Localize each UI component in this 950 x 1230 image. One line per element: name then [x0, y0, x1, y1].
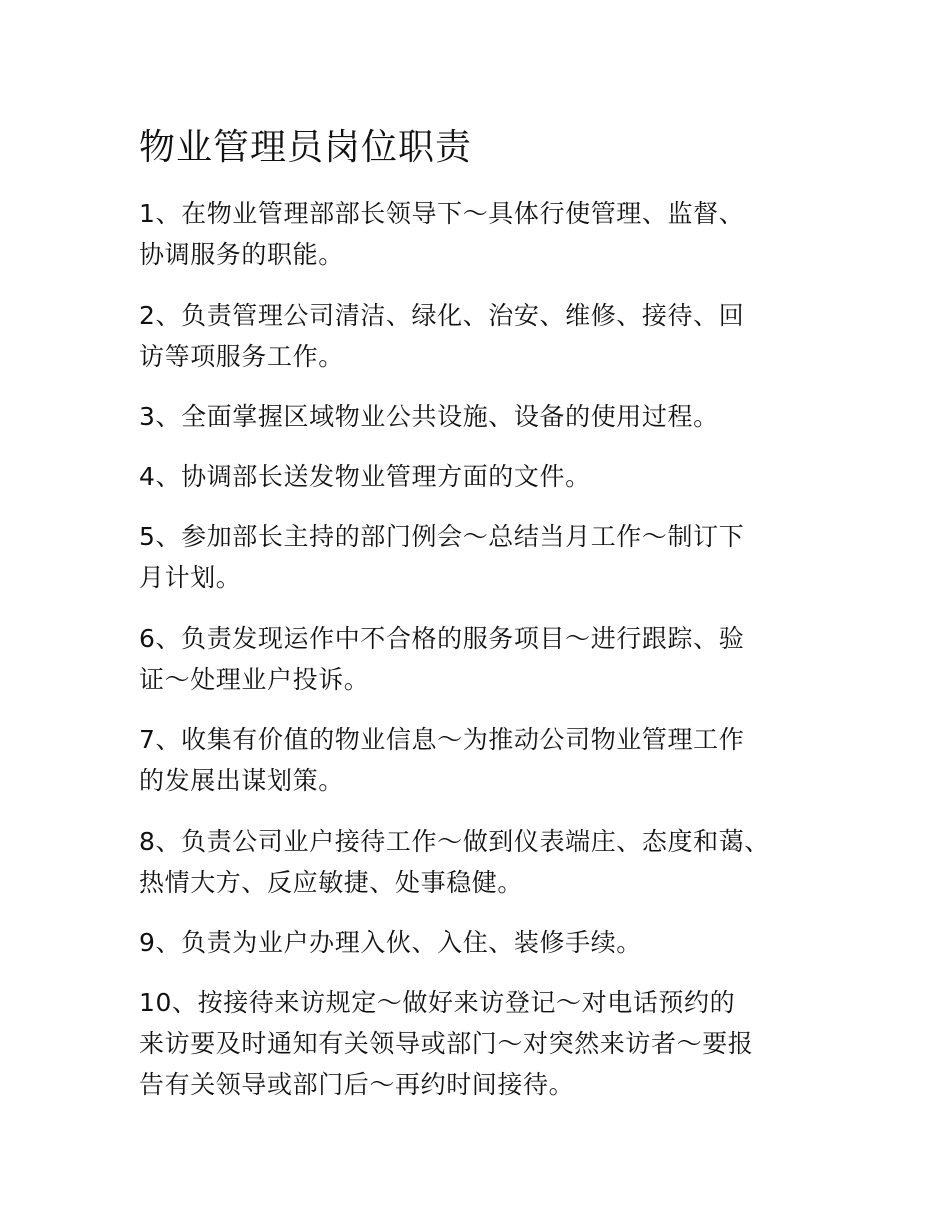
duty-item-line: 2、负责管理公司清洁、绿化、治安、维修、接待、回	[139, 301, 745, 330]
duty-item-line: 的发展出谋划策。	[139, 766, 344, 795]
duty-item-line: 6、负责发现运作中不合格的服务项目～进行跟踪、验	[139, 624, 745, 653]
duty-item-7	[139, 719, 829, 801]
duty-item-10	[139, 982, 829, 1105]
duty-item-line: 1、在物业管理部部长领导下～具体行使管理、监督、	[139, 199, 745, 228]
duty-item-line: 9、负责为业户办理入伙、入住、装修手续。	[139, 928, 642, 957]
duty-item-4	[139, 456, 829, 497]
document-title: 物业管理员岗位职责	[139, 127, 473, 168]
duty-item-line: 来访要及时通知有关领导或部门～对突然来访者～要报	[139, 1029, 754, 1058]
duty-item-line: 4、协调部长送发物业管理方面的文件。	[139, 462, 591, 491]
duty-item-2	[139, 295, 829, 377]
duty-item-line: 3、全面掌握区域物业公共设施、设备的使用过程。	[139, 402, 719, 431]
duty-item-line: 协调服务的职能。	[139, 240, 344, 269]
duty-item-line: 证～处理业户投诉。	[139, 665, 370, 694]
duty-item-line: 访等项服务工作。	[139, 342, 344, 371]
duty-item-8	[139, 821, 829, 903]
duty-item-line: 热情大方、反应敏捷、处事稳健。	[139, 868, 524, 897]
duty-item-5	[139, 516, 829, 598]
duty-item-3	[139, 396, 829, 437]
duty-item-line: 月计划。	[139, 563, 242, 592]
duty-item-line: 7、收集有价值的物业信息～为推动公司物业管理工作	[139, 725, 745, 754]
duty-item-line: 8、负责公司业户接待工作～做到仪表端庄、态度和蔼、	[139, 827, 770, 856]
duty-item-6	[139, 618, 829, 700]
duty-item-line: 告有关领导或部门后～再约时间接待。	[139, 1070, 575, 1099]
duty-item-1	[139, 193, 829, 275]
duty-item-line: 10、按接待来访规定～做好来访登记～对电话预约的	[139, 988, 736, 1017]
duty-item-9	[139, 922, 829, 963]
duty-item-line: 5、参加部长主持的部门例会～总结当月工作～制订下	[139, 522, 745, 551]
